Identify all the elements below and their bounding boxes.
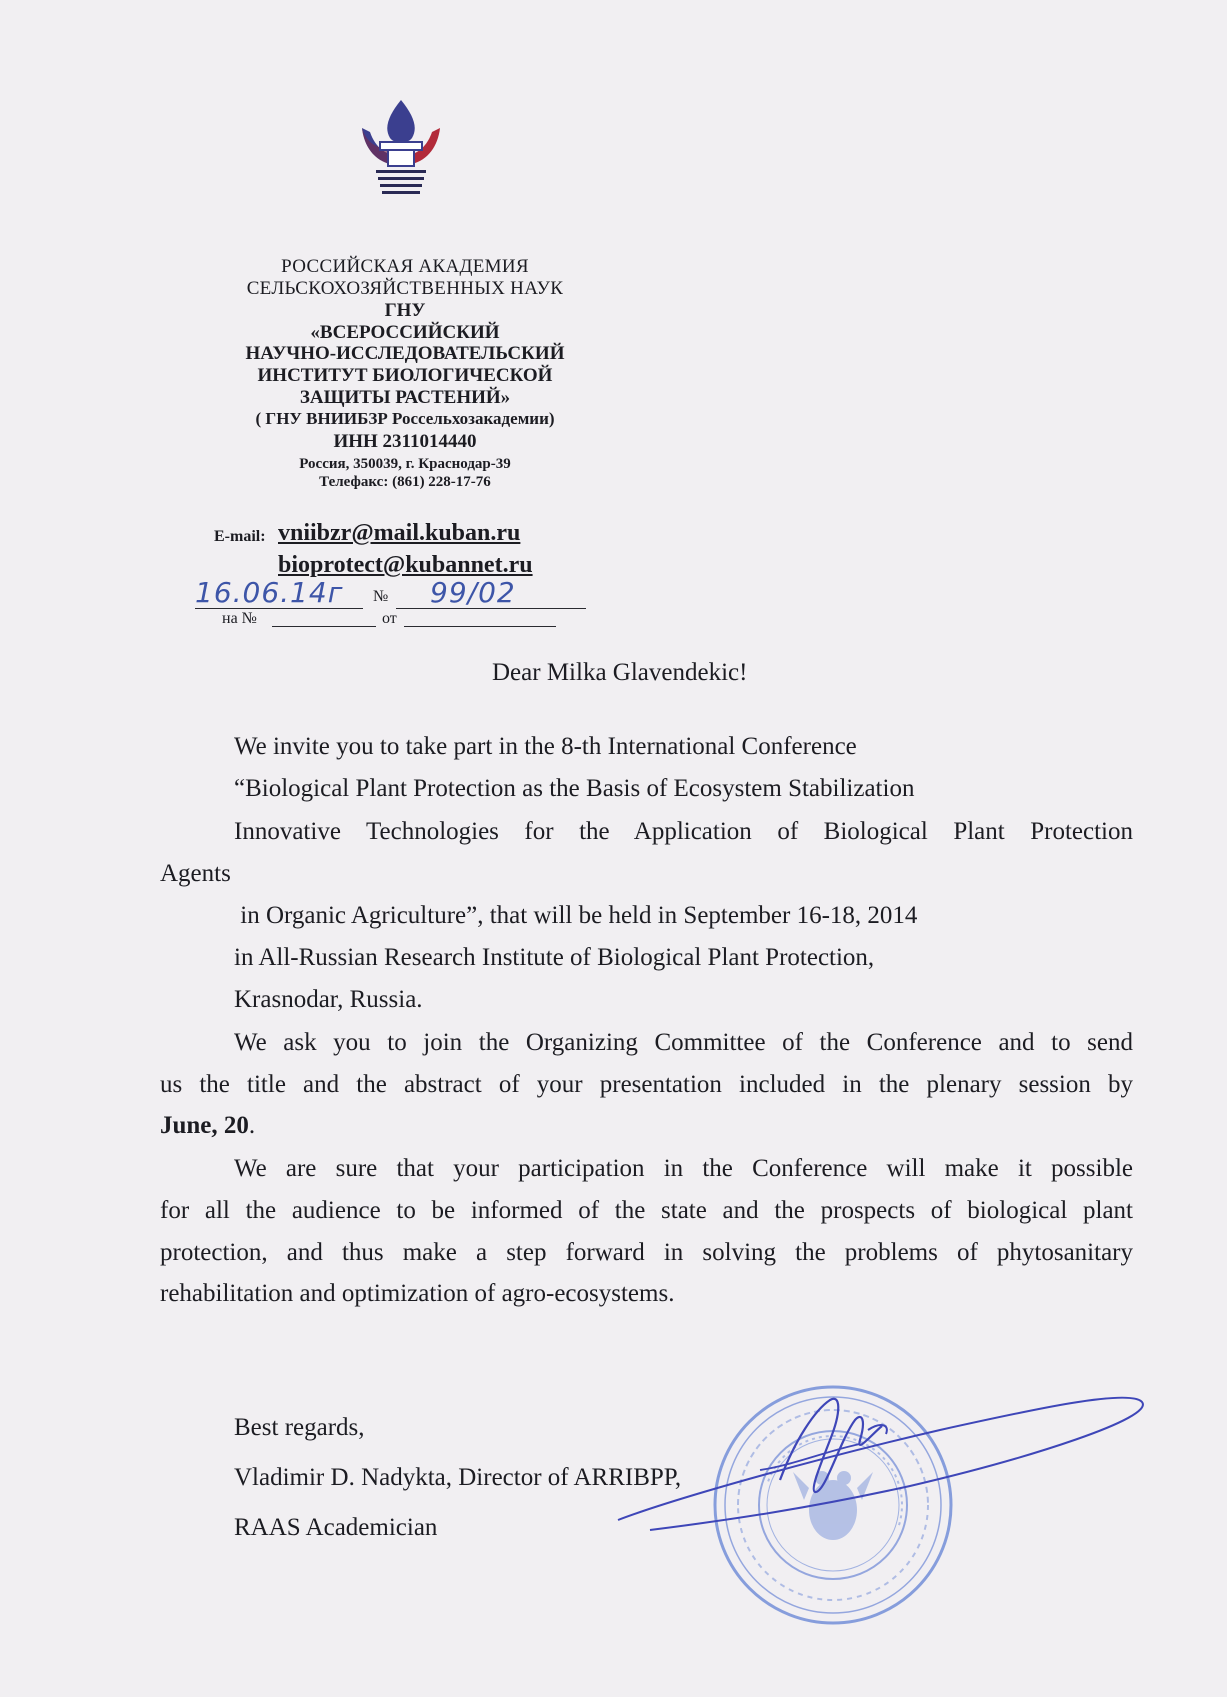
letterhead-line: РОССИЙСКАЯ АКАДЕМИЯ: [281, 256, 529, 277]
date-underline: [195, 608, 363, 609]
institute-logo: [360, 98, 442, 206]
body-line: “Biological Plant Protection as the Basis of Ecosystem Stabilization: [234, 775, 915, 802]
body-line: us the title and the abstract of your presentation included in the plenary session by: [160, 1071, 1133, 1098]
body-line: Agents: [160, 860, 231, 887]
letterhead-line: ЗАЩИТЫ РАСТЕНИЙ»: [299, 387, 511, 409]
body-line: Krasnodar, Russia.: [234, 986, 423, 1013]
email-link-primary[interactable]: vniibzr@mail.kuban.ru: [278, 520, 521, 546]
deadline-line: [160, 1113, 255, 1138]
deadline-date: June, 20: [160, 1112, 249, 1139]
handwritten-number: 99/02: [430, 576, 516, 609]
ref-underline: [272, 626, 376, 627]
letterhead-line: ( ГНУ ВНИИБЗР Россельхозакадемии): [255, 408, 555, 428]
closing-regards: Best regards,: [234, 1414, 365, 1441]
ref-label: на №: [222, 610, 257, 627]
body-line: Innovative Technologies for the Application of Biological Plant Protection: [234, 818, 1133, 845]
handwritten-signature: [610, 1380, 1150, 1550]
body-line: for all the audience to be informed of the state and the prospects of biological plant: [160, 1197, 1133, 1224]
from-label: от: [382, 610, 397, 627]
letterhead-line: «ВСЕРОССИЙСКИЙ: [310, 321, 500, 343]
number-label: №: [373, 588, 389, 605]
letterhead-line: НАУЧНО-ИССЛЕДОВАТЕЛЬСКИЙ: [245, 343, 565, 365]
body-line: in All-Russian Research Institute of Biological Plant Protection,: [234, 944, 875, 971]
body-line: We invite you to take part in the 8-th International Conference: [234, 733, 857, 760]
greeting: Dear Milka Glavendekic!: [492, 659, 748, 686]
body-line: We ask you to join the Organizing Committee of the Conference and to send: [234, 1029, 1133, 1056]
body-line: protection, and thus make a step forward in solving the problems of phytosanitary: [160, 1239, 1133, 1266]
signer-title: RAAS Academician: [234, 1514, 438, 1541]
letterhead-line: ГНУ: [384, 299, 426, 321]
email-link-secondary[interactable]: bioprotect@kubannet.ru: [278, 552, 533, 578]
body-line: rehabilitation and optimization of agro-ecosystems.: [160, 1280, 675, 1307]
number-underline: [396, 608, 586, 609]
body-line: We are sure that your participation in the Conference will make it possible: [234, 1155, 1133, 1182]
letterhead-block: [195, 256, 615, 491]
inn-number: ИНН 2311014440: [333, 431, 477, 453]
handwritten-date: 16.06.14г: [195, 576, 344, 609]
email-label: E-mail:: [214, 528, 266, 545]
deadline-period: .: [248, 1112, 256, 1139]
phone: Телефакс: (861) 228-17-76: [319, 473, 491, 490]
letterhead-line: СЕЛЬСКОХОЗЯЙСТВЕННЫХ НАУК: [246, 277, 564, 299]
address: Россия, 350039, г. Краснодар-39: [299, 456, 511, 473]
from-underline: [404, 626, 556, 627]
signer-name: Vladimir D. Nadykta, Director of ARRIBPP,: [234, 1464, 682, 1491]
body-line: in Organic Agriculture”, that will be held in September 16-18, 2014: [234, 902, 918, 929]
letterhead-line: ИНСТИТУТ БИОЛОГИЧЕСКОЙ: [257, 365, 553, 387]
